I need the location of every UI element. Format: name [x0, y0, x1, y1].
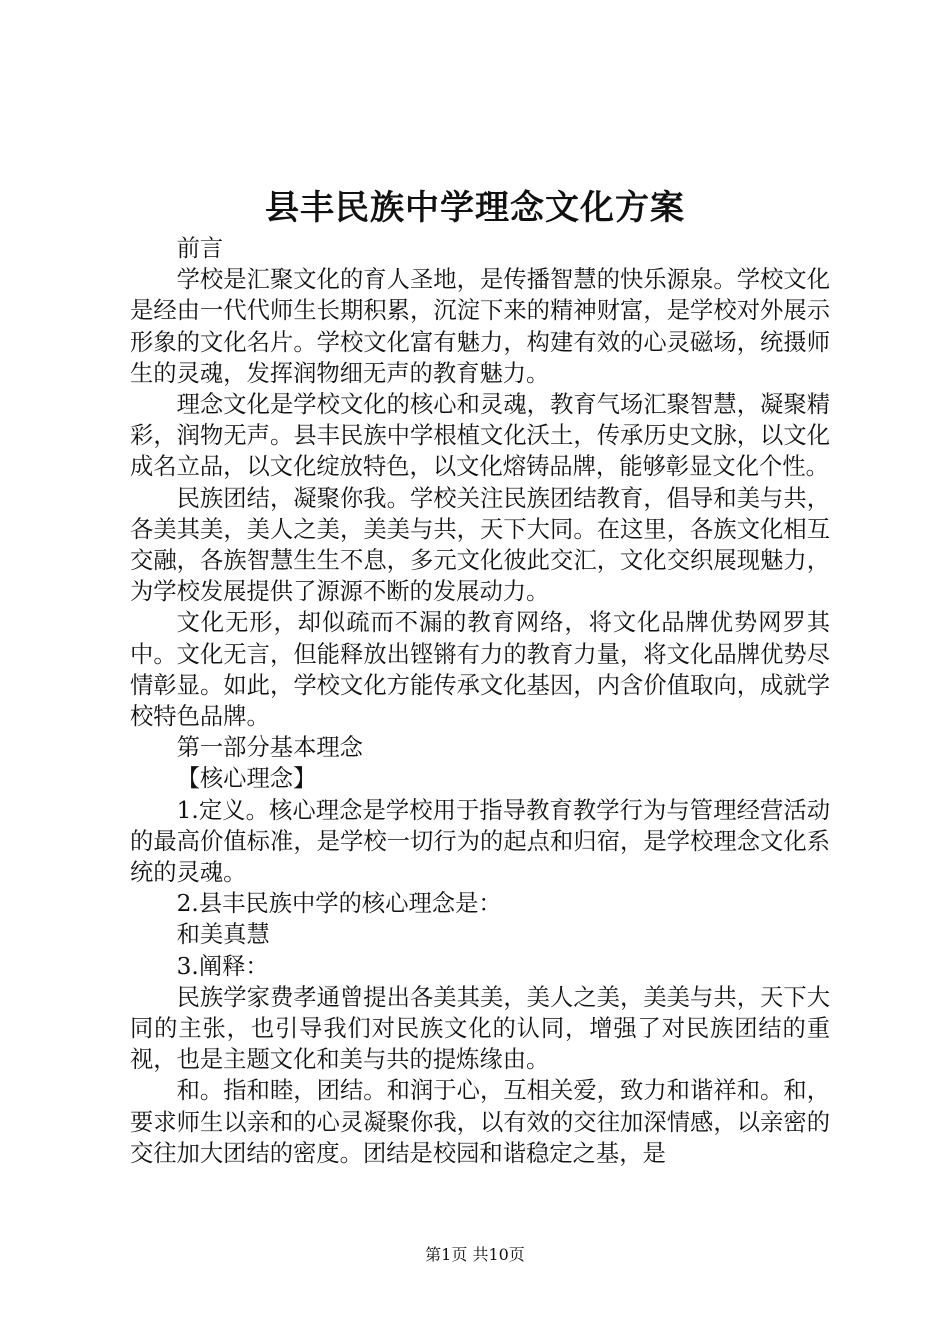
paragraph: 文化无形，却似疏而不漏的教育网络，将文化品牌优势网罗其中。文化无言，但能释放出铿锵有力的教育力量，将文化品牌优势尽情彰显。如此，学校文化方能传承文化基因，内含价值取向，成就学校特色品牌。	[130, 609, 830, 731]
paragraph: 理念文化是学校文化的核心和灵魂，教育气场汇聚智慧，凝聚精彩，润物无声。县丰民族中学根植文化沃土，传承历史文脉，以文化成名立品，以文化绽放特色，以文化熔铸品牌，能够彰显文化个性。	[130, 391, 830, 481]
paragraph-preface-heading: 前言	[176, 235, 224, 262]
paragraph: 2.县丰民族中学的核心理念是：	[176, 890, 502, 918]
section-heading: 第一部分基本理念	[176, 734, 363, 762]
paragraph: 民族学家费孝通曾提出各美其美，美人之美，美美与共，天下大同的主张，也引导我们对民族文化的认同，增强了对民族团结的重视，也是主题文化和美与共的提炼缘由。	[130, 983, 830, 1074]
paragraph: 民族团结，凝聚你我。学校关注民族团结教育，倡导和美与共，各美其美，美人之美，美美与共，天下大同。在这里，各族文化相互交融，各族智慧生生不息，多元文化彼此交汇，文化交织展现魅力，为学校发展提供了源源不断的发展动力。	[130, 484, 830, 606]
page-footer: 第1页 共10页	[425, 1245, 525, 1264]
document-body	[130, 233, 830, 1169]
paragraph: 1.定义。核心理念是学校用于指导教育教学行为与管理经营活动的最高价值标准，是学校一切行为的起点和归宿，是学校理念文化系统的灵魂。	[130, 796, 830, 887]
document-title: 县丰民族中学理念文化方案	[265, 188, 685, 228]
paragraph: 学校是汇聚文化的育人圣地，是传播智慧的快乐源泉。学校文化是经由一代代师生长期积累，沉淀下来的精神财富，是学校对外展示形象的文化名片。学校文化富有魅力，构建有效的心灵磁场，统摄师生的灵魂，发挥润物细无声的教育魅力。	[130, 266, 830, 387]
paragraph: 和。指和睦，团结。和润于心，互相关爱，致力和谐祥和。和，要求师生以亲和的心灵凝聚你我，以有效的交往加深情感，以亲密的交往加大团结的密度。团结是校园和谐稳定之基，是	[130, 1077, 830, 1167]
core-concept: 和美真慧	[176, 921, 270, 949]
subsection-heading: 【核心理念】	[176, 765, 317, 793]
paragraph: 3.阐释：	[176, 952, 269, 980]
